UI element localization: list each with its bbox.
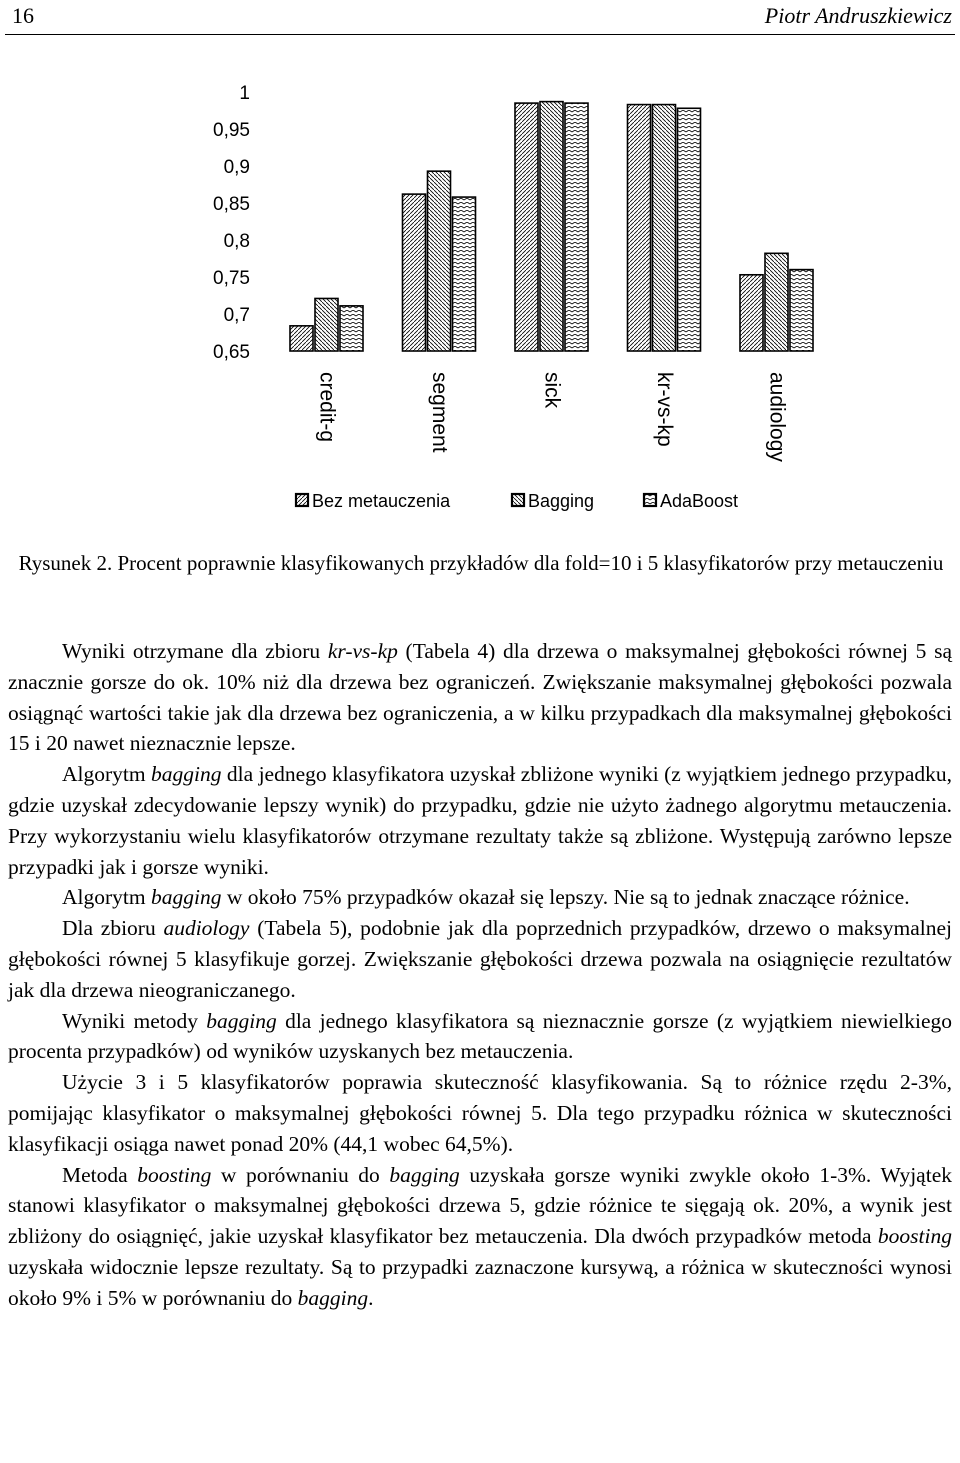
paragraph [8, 1067, 952, 1159]
text-run: dla jednego klasyfikatora są nieznacznie gorsze (z wyjątkiem niewielkiego procenta przypadków) od wyników uzyskanych bez metauczenia. [8, 1008, 952, 1064]
x-axis-category-labels [316, 372, 789, 462]
body-text [8, 636, 952, 1314]
paragraph [8, 1160, 952, 1314]
paragraph [8, 636, 952, 759]
page-header [0, 0, 960, 36]
y-axis-tick-labels [213, 83, 250, 363]
text-run: Dla zbioru [62, 916, 164, 941]
legend-swatch [512, 494, 524, 506]
text-run: Użycie 3 i 5 klasyfikatorów poprawia skuteczność klasyfikowania. Są to różnice rzędu 2-3%, pomijając klasyfikator o maksymalnej głębokości równej 5. Dla tego przypadku różnica w skuteczności klasyfikacji osiąga nawet ponad 20% (44,1 wobec 64,5%). [8, 1070, 952, 1156]
italic-term: kr-vs-kp [327, 639, 398, 663]
bar-sick-2 [540, 102, 563, 351]
y-tick-label: 0,7 [223, 305, 250, 326]
text-run: w około 75% przypadków okazał się lepszy. Nie są to jednak znaczące różnice. [221, 885, 910, 910]
bar-audiology-1 [740, 275, 763, 351]
x-tick-label: segment [428, 372, 451, 453]
text-run: w porównaniu do [211, 1162, 390, 1187]
italic-term: bagging [206, 1008, 277, 1033]
y-tick-label: 0,9 [223, 157, 250, 178]
x-tick-label: sick [540, 372, 564, 409]
bar-kr-vs-kp-1 [628, 105, 651, 351]
text-run: Metoda [62, 1162, 138, 1187]
bar-chart-figure [194, 70, 789, 522]
bar-sick-1 [515, 103, 538, 351]
text-run: Algorytm [62, 762, 152, 787]
x-tick-label: audiology [765, 372, 789, 462]
legend-label: Bagging [528, 491, 595, 511]
text-run: (Tabela 5), podobnie jak dla poprzednich przypadków, drzewo o maksymalnej głębokości równej 5 klasyfikuje gorzej. Zwiększanie głębokości drzewa pozwala na osiągnięcie rezultatów jak dla drzewa nieograniczanego. [8, 916, 952, 1002]
italic-term: bagging [150, 885, 222, 910]
header-rule [5, 34, 955, 35]
bar-credit-g-1 [290, 326, 313, 351]
text-run: . [368, 1285, 374, 1310]
bar-audiology-2 [765, 253, 788, 351]
paragraph [8, 913, 952, 1005]
x-tick-label: kr-vs-kp [653, 372, 676, 447]
running-head-author: Piotr Andruszkiewicz [764, 3, 952, 28]
bar-kr-vs-kp-3 [678, 108, 701, 351]
figure-caption: Rysunek 2. Procent poprawnie klasyfikowanych przykładów dla fold=10 i 5 klasyfikatorów przy metauczeniu [18, 551, 944, 575]
text-run: (Tabela 4) dla drzewa o maksymalnej głębokości równej 5 są znacznie gorsze do ok. 10% niż dla drzewa bez ograniczeń. Zwiększanie maksymalnej głębokości pozwala osiągnąć wartości takie jak dla drzewa bez ograniczenia, a w kilku przypadkach dla maksymalnej głębokości 15 i 20 nawet nieznacznie lepsze. [8, 639, 952, 756]
legend-swatch [644, 494, 656, 506]
x-tick-label: credit-g [315, 372, 339, 443]
chart-legend [296, 491, 738, 511]
italic-term: bagging [151, 762, 222, 787]
paragraph [8, 882, 952, 913]
italic-term: audiology [163, 916, 250, 941]
bar-kr-vs-kp-2 [653, 105, 676, 351]
legend-label: Bez metauczenia [312, 491, 451, 511]
y-tick-label: 0,8 [223, 231, 250, 252]
bar-credit-g-3 [340, 306, 363, 351]
text-run: Wyniki otrzymane dla zbioru [62, 639, 328, 663]
italic-term: boosting [137, 1162, 212, 1187]
bar-chart [194, 70, 789, 522]
legend-swatch [296, 494, 308, 506]
y-tick-label: 0,75 [213, 268, 250, 289]
y-tick-label: 0,65 [213, 342, 250, 363]
bar-segment-1 [403, 194, 426, 351]
bar-segment-2 [428, 171, 451, 351]
text-run: dla jednego klasyfikatora uzyskał zbliżone wyniki (z wyjątkiem jednego przypadku, gdzie uzyskał zdecydowanie lepszy wynik) do przypadku, gdzie nie użyto żadnego algorytmu metauczenia. Przy wykorzystaniu wielu klasyfikatorów otrzymane rezultaty także są zbliżone. Występują zarówno lepsze przypadki jak i gorsze wyniki. [8, 762, 952, 879]
bar-segment-3 [453, 197, 476, 351]
paragraph [8, 1006, 952, 1068]
y-tick-label: 0,95 [213, 120, 250, 141]
y-tick-label: 0,85 [213, 194, 250, 215]
y-tick-label: 1 [239, 83, 250, 104]
text-run: Wyniki metody [62, 1008, 207, 1033]
page-number: 16 [12, 3, 34, 28]
paragraph [8, 759, 952, 882]
italic-term: boosting [877, 1224, 952, 1249]
text-run: uzyskała gorsze wyniki zwykle około 1-3%. Wyjątek stanowi klasyfikator o maksymalnej głębokości drzewa 5, gdzie różnice te sięgają ok. 20%, a wynik jest zbliżony do osiągnięć, jakie uzyskał klasyfikator bez metauczenia. Dla dwóch przypadków metoda [8, 1162, 952, 1249]
bar-series [290, 102, 813, 351]
text-run: Algorytm [62, 885, 151, 910]
bar-sick-3 [565, 103, 588, 351]
legend-label: AdaBoost [660, 491, 739, 511]
bar-audiology-3 [790, 270, 813, 351]
italic-term: bagging [389, 1162, 460, 1187]
text-run: uzyskała widocznie lepsze rezultaty. Są to przypadki zaznaczone kursywą, a różnica w skuteczności wynosi około 9% i 5% w porównaniu do [8, 1254, 952, 1310]
italic-term: bagging [297, 1285, 369, 1310]
bar-credit-g-2 [315, 298, 338, 351]
